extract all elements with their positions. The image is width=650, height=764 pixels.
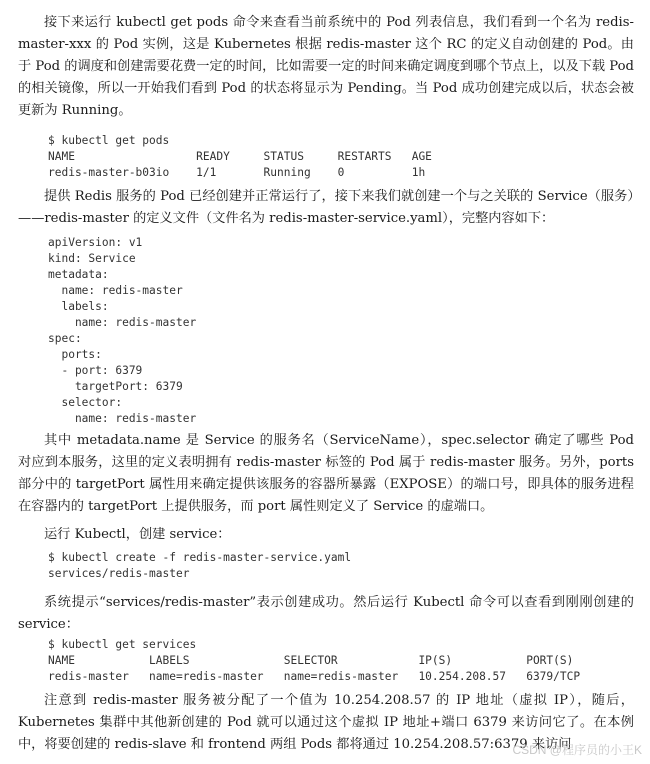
- code-get-services: $ kubectl get services NAME LABELS SELECTOR IP(S) PORT(S) redis-master name=redis-master name=redis-master 10.254.208.57 6379/TCP: [48, 638, 581, 683]
- paragraph-6: 注意到 redis-master 服务被分配了一个值为 10.254.208.57 的 IP 地址（虚拟 IP），随后，Kubernetes 集群中其他新创建的 Pod 就可以通过这个虚拟 IP 地址+端口 6379 来访问它了。在本例中，将要创建的 redis-slave 和 frontend 两组 Pods 都将通过 10.254.208.57:6379 来访问: [18, 693, 634, 752]
- paragraph-1: 接下来运行 kubectl get pods 命令来查看当前系统中的 Pod 列表信息，我们看到一个名为 redis-master-xxx 的 Pod 实例，这是 Kubernetes 根据 redis-master 这个 RC 的定义自动创建的 Pod。由于 Pod 的调度和创建需要花费一定的时间，比如需要一定的时间来确定调度到哪个节点上，以及下载 Pod 的相关镜像，所以一开始我们看到 Pod 的状态将显示为 Pending。当 Pod 成功创建完成以后，状态会被更新为 Running。: [18, 15, 634, 118]
- paragraph-5: 系统提示“services/redis-master”表示创建成功。然后运行 Kubectl 命令可以查看到刚刚创建的 service：: [18, 595, 634, 632]
- paragraph-3: 其中 metadata.name 是 Service 的服务名（ServiceName），spec.selector 确定了哪些 Pod 对应到本服务，这里的定义表明拥有 redis-master 标签的 Pod 属于 redis-master 服务。另外，ports 部分中的 targetPort 属性用来确定提供该服务的容器所暴露（EXPOSE）的端口号，即具体的服务进程在容器内的 targetPort 上提供服务，而 port 属性则定义了 Service 的虚端口。: [18, 433, 634, 514]
- code-get-pods: $ kubectl get pods NAME READY STATUS RESTARTS AGE redis-master-b03io 1/1 Running 0 1h: [48, 134, 432, 179]
- code-service-yaml: apiVersion: v1 kind: Service metadata: name: redis-master labels: name: redis-master spec: ports: - port: 6379 targetPort: 6379 selector: name: redis-master: [48, 236, 197, 425]
- paragraph-2: 提供 Redis 服务的 Pod 已经创建并正常运行了，接下来我们就创建一个与之关联的 Service（服务）——redis-master 的定义文件（文件名为 redis-master-service.yaml），完整内容如下：: [18, 189, 634, 226]
- code-create-service: $ kubectl create -f redis-master-service.yaml services/redis-master: [48, 551, 352, 580]
- paragraph-4: 运行 Kubectl，创建 service：: [44, 527, 231, 542]
- watermark: CSDN @程序员的小王K: [512, 743, 642, 757]
